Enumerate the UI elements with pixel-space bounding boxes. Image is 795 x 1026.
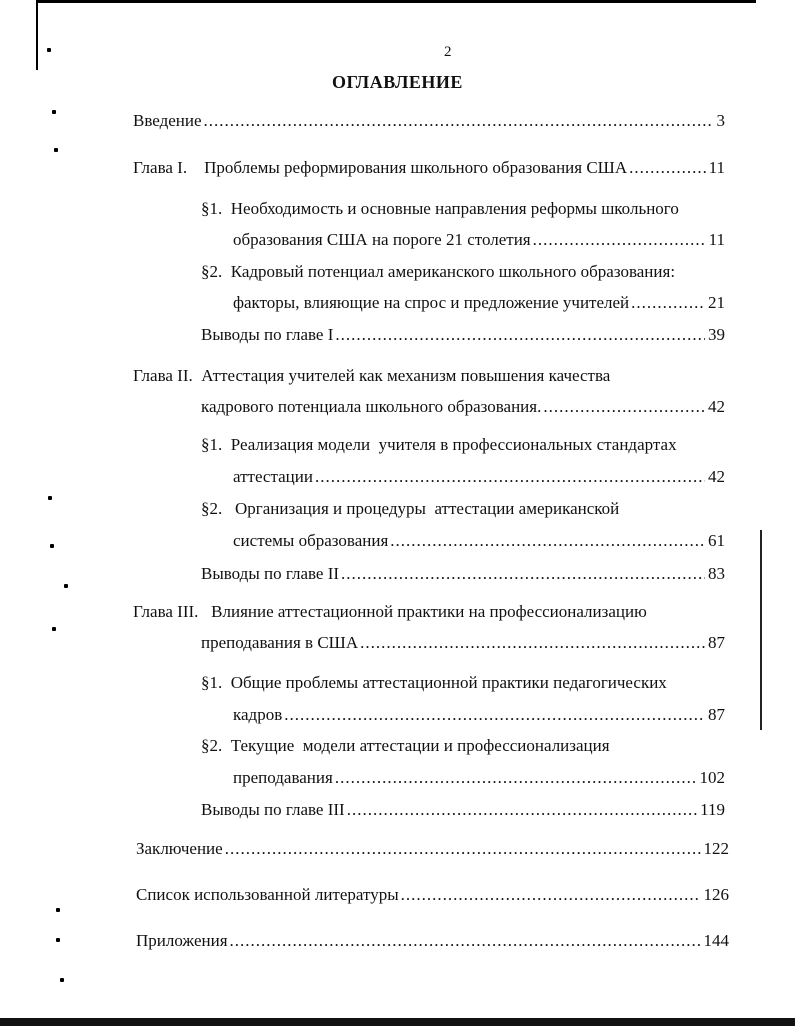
- dot-leader: [629, 157, 706, 179]
- toc-page-number: 39: [708, 325, 725, 344]
- toc-ch2-section-1-line1[interactable]: §1. Реализация модели учителя в профессиональных стандартах: [201, 435, 677, 454]
- toc-page-number: 11: [708, 230, 725, 249]
- toc-entry-appendix[interactable]: [136, 930, 729, 952]
- dot-leader: [533, 229, 706, 251]
- dot-leader: [230, 930, 701, 952]
- scan-border-bottom: [0, 1018, 795, 1026]
- toc-ch1-section-1[interactable]: [233, 229, 725, 251]
- scan-speck: [52, 110, 56, 114]
- toc-entry-intro[interactable]: [133, 110, 725, 132]
- toc-ch1-conclusions[interactable]: [201, 324, 725, 346]
- toc-entry-references[interactable]: [136, 884, 729, 906]
- scan-speck: [47, 48, 51, 52]
- scan-speck: [56, 938, 60, 942]
- dot-leader: [225, 838, 701, 860]
- toc-ch1-section-1-line1[interactable]: §1. Необходимость и основные направления реформы школьного: [201, 199, 679, 218]
- toc-entry-label: преподавания в США: [201, 633, 359, 652]
- toc-ch1-section-2[interactable]: [233, 292, 725, 314]
- toc-entry-label: Выводы по главе III: [201, 800, 345, 819]
- toc-entry-label: кадрового потенциала школьного образования.: [201, 397, 542, 416]
- toc-entry-label: Выводы по главе II: [201, 564, 340, 583]
- toc-ch3-section-2[interactable]: [233, 767, 725, 789]
- toc-entry-label: системы образования: [233, 531, 389, 550]
- dot-leader: [401, 884, 701, 906]
- toc-page-number: 42: [708, 397, 725, 416]
- dot-leader: [284, 704, 705, 726]
- scan-border-top: [36, 0, 756, 3]
- scan-speck: [60, 978, 64, 982]
- page-number: 2: [444, 44, 452, 60]
- toc-page-number: 102: [699, 768, 725, 787]
- toc-page-number: 11: [708, 158, 725, 177]
- toc-chapter-1[interactable]: [133, 157, 725, 179]
- page-title: ОГЛАВЛЕНИЕ: [332, 72, 463, 92]
- dot-leader: [335, 324, 705, 346]
- toc-entry-label: образования США на пороге 21 столетия: [233, 230, 531, 249]
- scan-speck: [56, 908, 60, 912]
- dot-leader: [390, 530, 705, 552]
- toc-page-number: 61: [708, 531, 725, 550]
- toc-ch3-section-1[interactable]: [233, 704, 725, 726]
- scan-speck: [50, 544, 54, 548]
- toc-entry-label: факторы, влияющие на спрос и предложение учителей: [233, 293, 630, 312]
- toc-ch3-section-1-line1[interactable]: §1. Общие проблемы аттестационной практики педагогических: [201, 673, 667, 692]
- toc-page-number: 87: [708, 633, 725, 652]
- toc-entry-conclusion[interactable]: [136, 838, 729, 860]
- toc-ch2-section-2-line1[interactable]: §2. Организация и процедуры аттестации американской: [201, 499, 620, 518]
- toc-chapter-3-line1[interactable]: Глава III. Влияние аттестационной практики на профессионализацию: [133, 602, 647, 621]
- dot-leader: [315, 466, 705, 488]
- toc-entry-label: Приложения: [136, 931, 228, 950]
- toc-ch1-section-2-line1[interactable]: §2. Кадровый потенциал американского школьного образования:: [201, 262, 676, 281]
- toc-chapter-2-line1[interactable]: Глава II. Аттестация учителей как механизм повышения качества: [133, 366, 611, 385]
- toc-page-number: 126: [703, 885, 729, 904]
- toc-chapter-2[interactable]: [201, 396, 725, 418]
- toc-page-number: 87: [708, 705, 725, 724]
- scan-speck: [54, 148, 58, 152]
- scan-speck: [64, 584, 68, 588]
- toc-ch2-conclusions[interactable]: [201, 563, 725, 585]
- toc-entry-label: Список использованной литературы: [136, 885, 399, 904]
- dot-leader: [543, 396, 705, 418]
- scan-speck: [52, 627, 56, 631]
- scan-speck: [48, 496, 52, 500]
- toc-ch3-conclusions[interactable]: [201, 799, 725, 821]
- toc-page-number: 119: [700, 800, 725, 819]
- toc-entry-label: Введение: [133, 111, 202, 130]
- toc-entry-label: аттестации: [233, 467, 313, 486]
- dot-leader: [335, 767, 697, 789]
- toc-page-number: 144: [703, 931, 729, 950]
- toc-ch2-section-1[interactable]: [233, 466, 725, 488]
- dot-leader: [347, 799, 697, 821]
- toc-page-number: 83: [708, 564, 725, 583]
- scan-border-left: [36, 0, 38, 70]
- toc-page-number: 3: [716, 111, 725, 130]
- dot-leader: [631, 292, 705, 314]
- scan-border-right: [760, 530, 762, 730]
- toc-entry-label: Выводы по главе I: [201, 325, 334, 344]
- dot-leader: [341, 563, 705, 585]
- toc-entry-label: Заключение: [136, 839, 223, 858]
- toc-page-number: 122: [703, 839, 729, 858]
- toc-page-number: 42: [708, 467, 725, 486]
- dot-leader: [360, 632, 705, 654]
- toc-chapter-3[interactable]: [201, 632, 725, 654]
- toc-entry-label: кадров: [233, 705, 283, 724]
- toc-ch2-section-2[interactable]: [233, 530, 725, 552]
- toc-entry-label: преподавания: [233, 768, 333, 787]
- toc-ch3-section-2-line1[interactable]: §2. Текущие модели аттестации и профессионализация: [201, 736, 610, 755]
- toc-entry-label: Глава I. Проблемы реформирования школьного образования США: [133, 158, 628, 177]
- toc-page-number: 21: [708, 293, 725, 312]
- dot-leader: [204, 110, 714, 132]
